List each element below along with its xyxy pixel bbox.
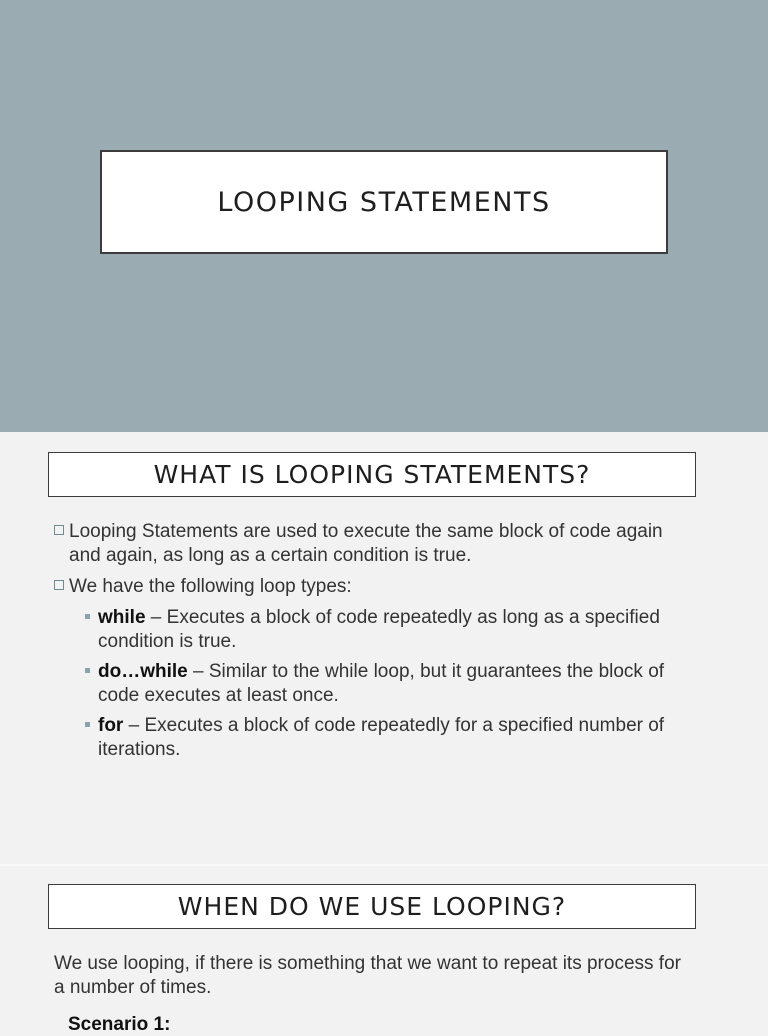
loop-type-description: – Executes a block of code repeatedly for a specified number of iterations. [98, 715, 665, 760]
bullet-definition-text: Looping Statements are used to execute the same block of code again and again, as long as a certain condition is true. [69, 521, 663, 566]
loop-type-for [54, 714, 694, 762]
when-use-slide [0, 866, 768, 1035]
scenario-label: Scenario 1: [68, 1014, 171, 1035]
loop-type-while [54, 606, 694, 654]
loop-type-do-while [54, 660, 694, 708]
loop-type-description: – Executes a block of code repeatedly as long as a specified condition is true. [98, 607, 660, 652]
bullet-definition [54, 520, 694, 568]
when-use-header-box [48, 884, 696, 929]
title-box [100, 150, 668, 254]
what-is-body [54, 520, 694, 768]
when-use-header: WHEN DO WE USE LOOPING? [177, 892, 567, 921]
what-is-header: WHAT IS LOOPING STATEMENTS? [153, 460, 591, 489]
bullet-loop-types-text: We have the following loop types: [69, 576, 352, 597]
hollow-square-bullet-icon [54, 580, 64, 590]
what-is-slide [0, 432, 768, 864]
what-is-header-box [48, 452, 696, 497]
small-square-bullet-icon [85, 668, 90, 673]
loop-type-name: while [98, 607, 146, 628]
hollow-square-bullet-icon [54, 525, 64, 535]
small-square-bullet-icon [85, 722, 90, 727]
loop-type-description: – Similar to the while loop, but it guarantees the block of code executes at least once. [98, 661, 665, 706]
loop-type-name: do…while [98, 661, 188, 682]
title-slide [0, 0, 768, 432]
small-square-bullet-icon [85, 614, 90, 619]
slide-title: LOOPING STATEMENTS [217, 186, 551, 218]
when-use-paragraph: We use looping, if there is something that we want to repeat its process for a number of times. [54, 953, 681, 998]
loop-type-name: for [98, 715, 124, 736]
bullet-loop-types [54, 575, 694, 599]
